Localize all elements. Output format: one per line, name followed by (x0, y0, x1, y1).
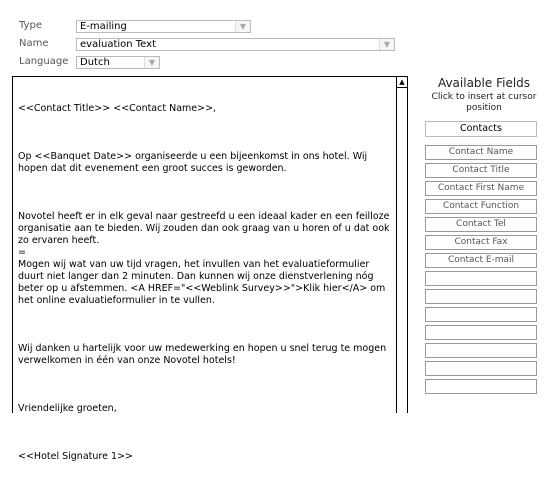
name-label: Name (19, 38, 49, 49)
scrollbar[interactable] (396, 88, 407, 413)
field-empty-slot[interactable] (425, 379, 537, 394)
field-contact-name[interactable]: Contact Name (425, 145, 537, 160)
field-contact-fax[interactable]: Contact Fax (425, 235, 537, 250)
chevron-down-icon[interactable]: ▼ (379, 39, 394, 50)
field-empty-slot[interactable] (425, 271, 537, 286)
field-empty-slot[interactable] (425, 361, 537, 376)
editor-text[interactable] (18, 79, 396, 499)
language-label: Language (19, 56, 69, 67)
field-contact-function[interactable]: Contact Function (425, 199, 537, 214)
language-select[interactable] (76, 56, 160, 69)
field-contact-email[interactable]: Contact E-mail (425, 253, 537, 268)
scroll-up-arrow-icon[interactable]: ▲ (396, 77, 407, 88)
editor-paragraph: Wij danken u hartelijk voor uw medewerking en hopen u snel terug te mogen verwelkomen in één van onze Novotel hotels! (18, 343, 390, 366)
available-fields-subtitle: Click to insert at cursor position (431, 92, 537, 113)
field-empty-slot[interactable] (425, 289, 537, 304)
field-contact-tel[interactable]: Contact Tel (425, 217, 537, 232)
chevron-down-icon[interactable]: ▼ (144, 57, 159, 68)
available-fields-title: Available Fields (437, 76, 531, 90)
editor-paragraph: Op <<Banquet Date>> organiseerde u een bijeenkomst in ons hotel. Wij hopen dat dit evenement een groot succes is geworden. (18, 151, 371, 174)
field-empty-slot[interactable] (425, 307, 537, 322)
language-value: Dutch (80, 57, 110, 68)
name-select[interactable] (76, 38, 395, 51)
type-label: Type (19, 20, 42, 31)
field-contact-title[interactable]: Contact Title (425, 163, 537, 178)
name-value: evaluation Text (80, 39, 157, 50)
type-select[interactable] (76, 20, 251, 33)
editor-paragraph: Vriendelijke groeten, (18, 403, 117, 414)
field-empty-slot[interactable] (425, 343, 537, 358)
editor-paragraph: <<Contact Title>> <<Contact Name>>, (18, 103, 217, 114)
editor-paragraph: Novotel heeft er in elk geval naar gestreefd u een ideaal kader en een feilloze organisatie aan te bieden. Wij zouden dan ook graag van u horen of u dat ook zo ervaren heeft. = Mogen wij wat van uw tijd vragen, het invullen van het evaluatieformulier duurt niet langer dan 2 minuten. Dan kunnen wij onze dienstverlening nóg beter op u afstemmen. <A HREF="<<Weblink Survey>>">Klik hier</A> om het online evaluatieformulier in te vullen. (18, 211, 390, 306)
field-empty-slot[interactable] (425, 325, 537, 340)
type-value: E-mailing (80, 21, 127, 32)
field-contact-first-name[interactable]: Contact First Name (425, 181, 537, 196)
chevron-down-icon[interactable]: ▼ (235, 21, 250, 32)
email-body-editor[interactable] (12, 76, 408, 462)
contacts-button[interactable]: Contacts (425, 121, 537, 137)
editor-paragraph: <<Hotel Signature 1>> (18, 451, 133, 462)
